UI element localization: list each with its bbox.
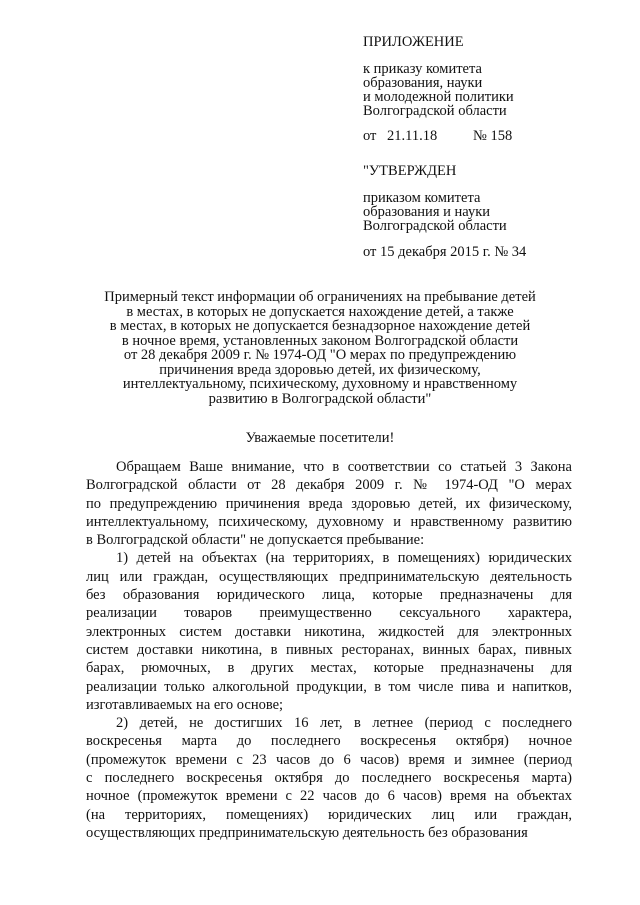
body-line: ночное (промежуток времени с 22 часов до 6 часов) время на объектах: [86, 788, 572, 805]
body-line: интеллектуальному, психическому, духовному и нравственному развитию: [86, 513, 572, 530]
approved-by-line-1: приказом комитета: [363, 190, 481, 206]
body-line: (на территориях, помещениях) юридических лиц или граждан,: [86, 806, 572, 823]
body-line: реализации товаров преимущественно сексуального характера,: [86, 605, 572, 622]
body-line: электронных систем доставки никотина, жидкостей для электронных: [86, 623, 572, 640]
body-line: в Волгоградской области" не допускается пребывание:: [86, 532, 425, 549]
body-line: осуществляющих предпринимательскую деятельность без образования: [86, 824, 528, 841]
order-ref-line-4: Волгоградской области: [363, 103, 507, 119]
body-line: Волгоградской области от 28 декабря 2009 г. № 1974-ОД "О мерах: [86, 477, 572, 494]
body-line: барах, рюмочных, в других местах, которые предназначены для: [86, 660, 572, 677]
body-line: воскресенья марта до последнего воскресенья октября) ночное: [86, 733, 572, 750]
title-line: от 28 декабря 2009 г. № 1974-ОД "О мерах по предупреждению: [123, 347, 517, 363]
title-line: в местах, в которых не допускается нахождение детей, а также: [126, 303, 514, 320]
title-line: в ночное время, установленных законом Волгоградской области: [121, 332, 519, 349]
approved-date-line: от 15 декабря 2015 г. № 34: [363, 244, 527, 260]
order-date: 21.11.18: [387, 128, 438, 144]
title-line: интеллектуальному, психическому, духовному и нравственному: [122, 376, 518, 392]
approved-by-line-3: Волгоградской области: [363, 218, 507, 234]
order-ref-line-1: к приказу комитета: [363, 61, 482, 77]
body-line: лиц или граждан, осуществляющих предпринимательскую деятельность: [86, 568, 572, 585]
title-line: в местах, в которых не допускается безнадзорное нахождение детей: [109, 318, 531, 334]
order-date-prefix: от: [363, 128, 377, 144]
appendix-label: ПРИЛОЖЕНИЕ: [363, 34, 464, 50]
approved-label: "УТВЕРЖДЕН: [363, 163, 457, 179]
title-line: Примерный текст информации об ограничениях на пребывание детей: [104, 289, 536, 305]
title-line: причинения вреда здоровью детей, их физическому,: [159, 361, 481, 378]
body-line: по предупреждению причинения вреда здоровью детей, их физическому,: [86, 495, 572, 512]
body-line: 2) детей, не достигших 16 лет, в летнее (период с последнего: [116, 715, 572, 732]
body-line: реализации только алкогольной продукции, в том числе пива и напитков,: [86, 678, 572, 695]
greeting: Уважаемые посетители!: [245, 430, 395, 446]
body-line: (промежуток времени с 23 часов до 6 часов) время и зимнее (период: [86, 751, 572, 768]
approved-by-line-2: образования и науки: [363, 204, 491, 220]
body-line: Обращаем Ваше внимание, что в соответствии со статьей 3 Закона: [116, 459, 572, 475]
body-line: с последнего воскресенья октября до последнего воскресенья марта): [86, 770, 572, 787]
body-line: без образования юридического лица, которые предназначены для: [86, 587, 572, 604]
body-line: изготавливаемых на его основе;: [86, 696, 284, 713]
order-number: № 158: [473, 128, 513, 144]
order-ref-line-2: образования, науки: [363, 75, 483, 91]
body-text: [86, 458, 572, 842]
order-ref-line-3: и молодежной политики: [363, 89, 514, 105]
title-line: развитию в Волгоградской области": [208, 390, 432, 407]
body-line: 1) детей на объектах (на территориях, в помещениях) юридических: [116, 550, 572, 567]
document-title: [80, 290, 560, 406]
body-line: систем доставки никотина, в пивных ресторанах, винных барах, пивных: [86, 641, 572, 658]
